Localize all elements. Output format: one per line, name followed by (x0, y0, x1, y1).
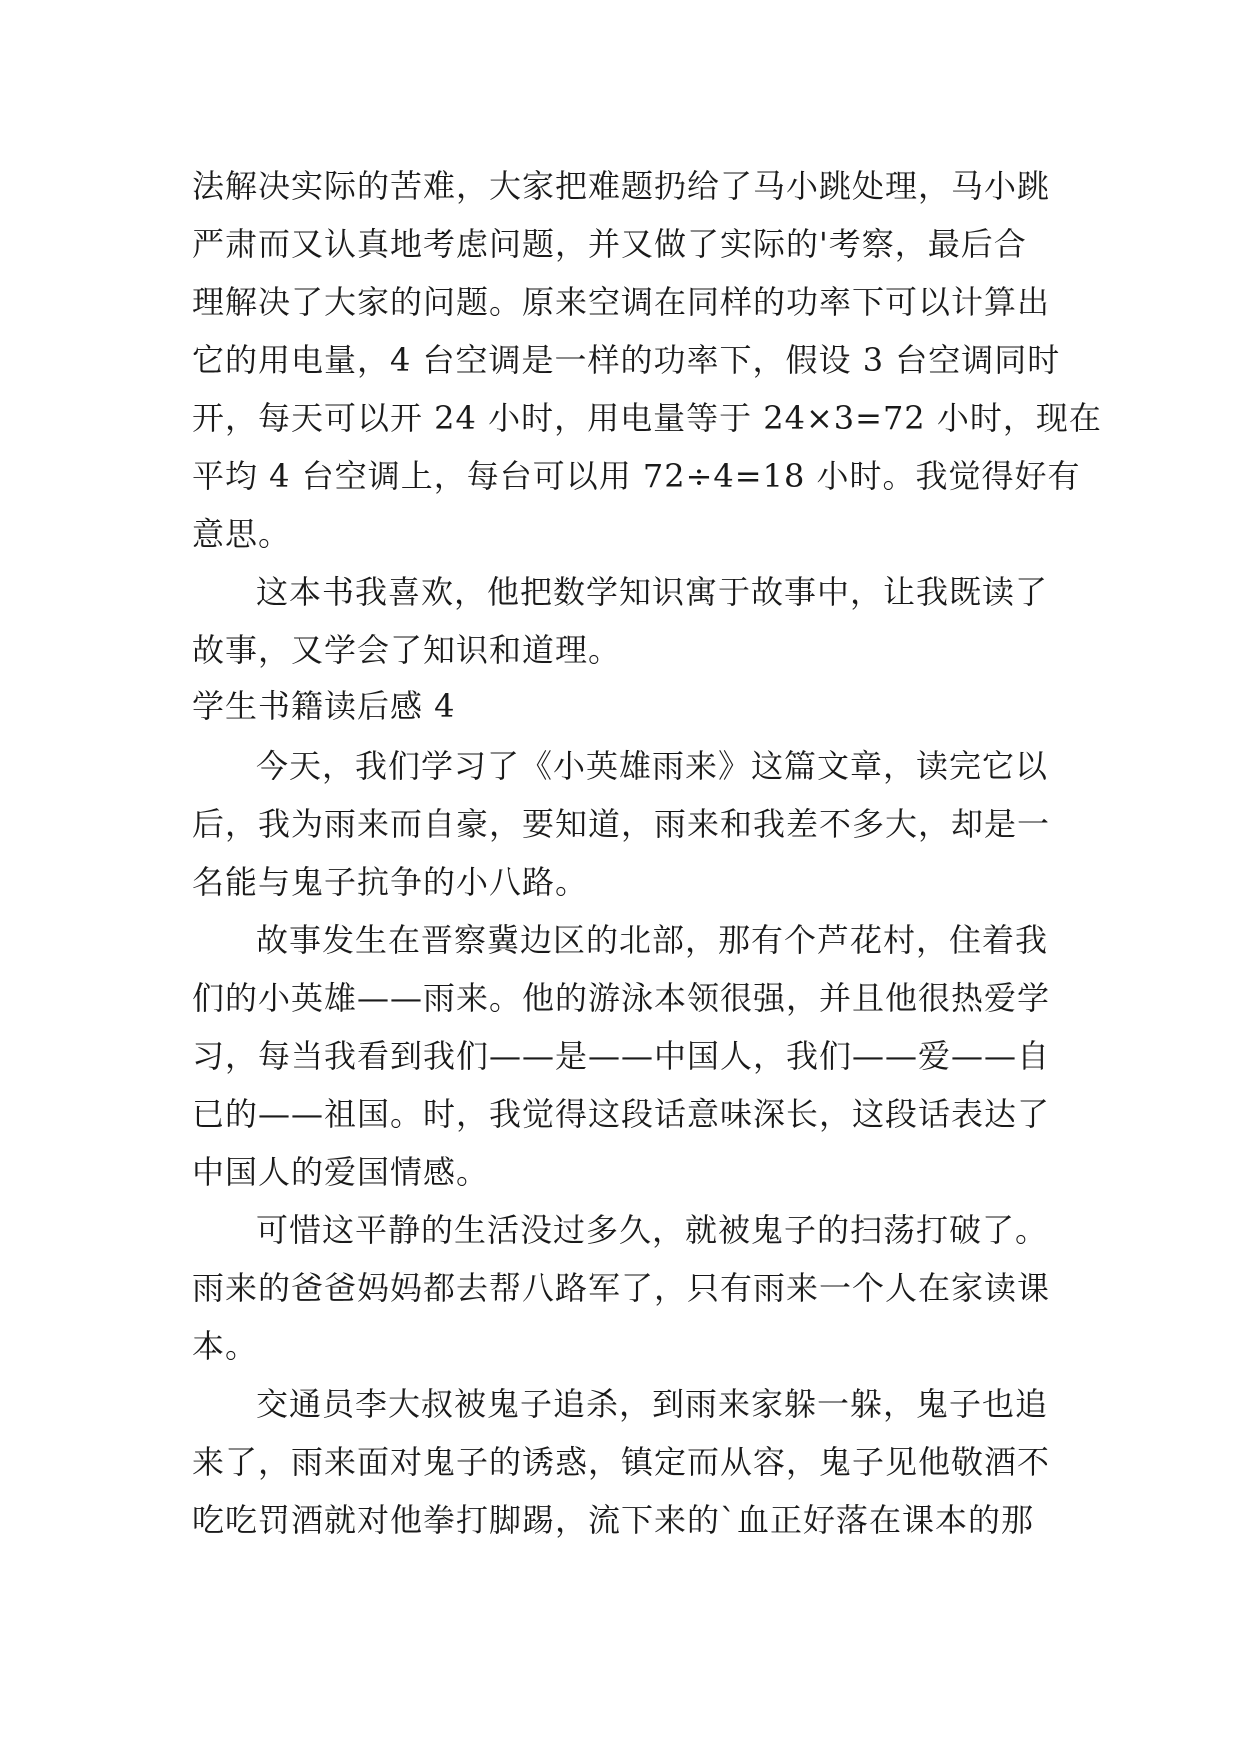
text-line: 习，每当我看到我们——是——中国人，我们——爱——自 (192, 1037, 1051, 1075)
text-line: 法解决实际的苦难，大家把难题扔给了马小跳处理，马小跳 (192, 167, 1051, 205)
text-line: 严肃而又认真地考虑问题，并又做了实际的'考察，最后合 (192, 225, 1027, 263)
text-line: 已的——祖国。时，我觉得这段话意味深长，这段话表达了 (192, 1095, 1051, 1133)
text-line: 们的小英雄——雨来。他的游泳本领很强，并且他很热爱学 (192, 979, 1051, 1017)
text-line: 名能与鬼子抗争的小八路。 (192, 863, 589, 901)
text-line: 来了，雨来面对鬼子的诱惑，镇定而从容，鬼子见他敬酒不 (192, 1443, 1051, 1481)
text-line: 意思。 (192, 515, 292, 553)
text-line: 今天，我们学习了《小英雄雨来》这篇文章，读完它以 (256, 747, 1049, 785)
text-line: 雨来的爸爸妈妈都去帮八路军了，只有雨来一个人在家读课 (192, 1269, 1051, 1307)
text-line: 后，我为雨来而自豪，要知道，雨来和我差不多大，却是一 (192, 805, 1051, 843)
text-line: 这本书我喜欢，他把数学知识寓于故事中，让我既读了 (256, 573, 1049, 611)
text-line: 交通员李大叔被鬼子追杀，到雨来家躲一躲，鬼子也追 (256, 1385, 1049, 1423)
text-line: 吃吃罚酒就对他拳打脚踢，流下来的`血正好落在课本的那 (192, 1501, 1035, 1539)
text-line: 本。 (192, 1327, 259, 1365)
text-line: 故事，又学会了知识和道理。 (192, 631, 622, 669)
text-line: 可惜这平静的生活没过多久，就被鬼子的扫荡打破了。 (256, 1211, 1049, 1249)
text-line: 它的用电量，4 台空调是一样的功率下，假设 3 台空调同时 (192, 341, 1061, 379)
text-line: 开，每天可以开 24 小时，用电量等于 24×3=72 小时，现在 (192, 399, 1102, 437)
text-line: 中国人的爱国情感。 (192, 1153, 490, 1191)
section-heading: 学生书籍读后感 4 (192, 687, 456, 725)
text-line: 故事发生在晋察冀边区的北部，那有个芦花村，住着我 (256, 921, 1049, 959)
text-line: 平均 4 台空调上，每台可以用 72÷4=18 小时。我觉得好有 (192, 457, 1081, 495)
text-line: 理解决了大家的问题。原来空调在同样的功率下可以计算出 (192, 283, 1051, 321)
